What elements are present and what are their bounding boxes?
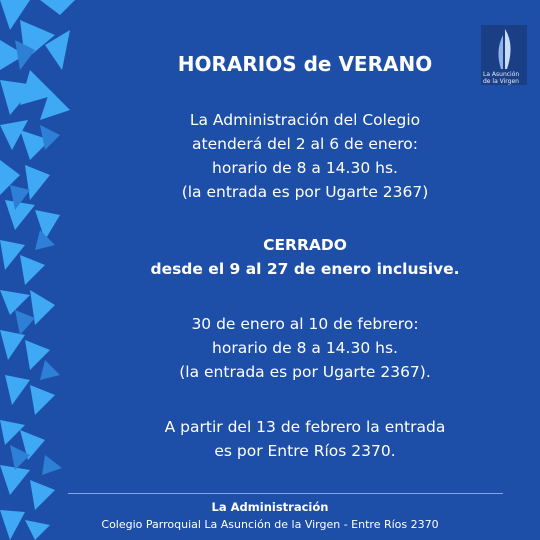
entry-line-2: es por Entre Ríos 2370.: [214, 442, 396, 460]
logo-text-line1: La Asunción: [483, 71, 520, 78]
entry-line-1: A partir del 13 de febrero la entrada: [164, 418, 446, 436]
feb-line-2: horario de 8 a 14.30 hs.: [212, 339, 398, 357]
admin-line-1: La Administración del Colegio: [189, 111, 421, 129]
footer-divider: [68, 493, 503, 494]
footer-signature: La Administración: [211, 500, 329, 514]
footer-school-address: Colegio Parroquial La Asunción de la Virgen - Entre Ríos 2370: [101, 518, 439, 531]
feb-line-3: (la entrada es por Ugarte 2367).: [179, 363, 431, 381]
closed-heading: CERRADO: [263, 236, 347, 254]
logo-text-line2: de la Virgen: [483, 78, 519, 85]
admin-line-4: (la entrada es por Ugarte 2367): [181, 183, 429, 201]
admin-line-2: atenderá del 2 al 6 de enero:: [192, 135, 418, 153]
closed-dates: desde el 9 al 27 de enero inclusive.: [150, 260, 460, 278]
feb-line-1: 30 de enero al 10 de febrero:: [191, 315, 419, 333]
announcement-title: HORARIOS de VERANO: [177, 52, 433, 76]
admin-line-3: horario de 8 a 14.30 hs.: [212, 159, 398, 177]
